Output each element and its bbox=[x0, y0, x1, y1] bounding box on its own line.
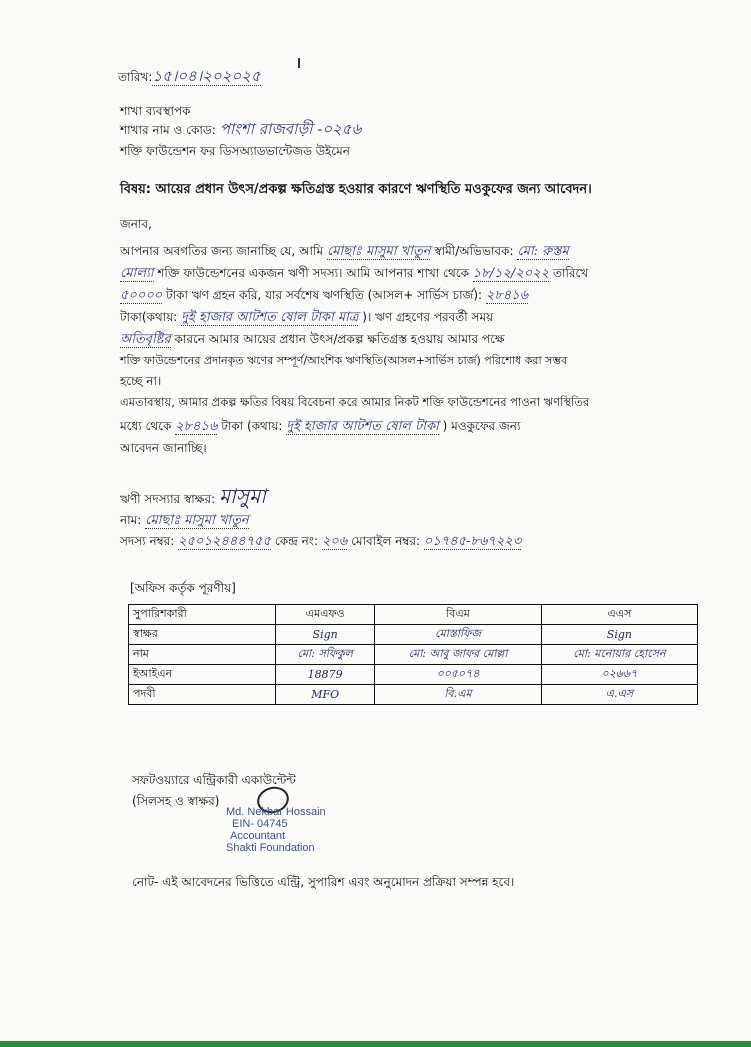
member-numbers-line bbox=[120, 533, 521, 550]
mobile-label: মোবাইল নম্বর: bbox=[351, 534, 421, 548]
para1-text: টাকা ঋণ গ্রহন করি, যার সর্বশেষ ঋণস্থিতি (আসল+ সার্ভিস চার্জ): bbox=[166, 288, 483, 302]
organization-line: শক্তি ফাউন্ডেশন ফর ডিসঅ্যাডভান্টেজড উইমেন bbox=[120, 144, 350, 158]
row-label: ইআইএন bbox=[129, 665, 276, 685]
para1-text: )। ঋণ গ্রহণের পরবর্তী সময় bbox=[362, 310, 494, 324]
table-header: এএস bbox=[541, 605, 697, 625]
para2-text: টাকা (কথায়: bbox=[221, 419, 283, 433]
member-name-label: নাম: bbox=[120, 513, 142, 527]
member-signature: মাসুমা bbox=[218, 484, 266, 508]
note-line: নোট- এই আবেদনের ভিত্তিতে এন্ট্রি, সুপারিশ এবং অনুমোদন প্রক্রিয়া সম্পন্ন হবে। bbox=[132, 875, 515, 889]
table-cell: Sign bbox=[606, 628, 632, 641]
para1-text: শক্তি ফাউন্ডেশনের একজন ঋণী সদস্য। আমি আপনার শাখা থেকে bbox=[157, 266, 469, 280]
waive-in-words: দুই হাজার আটশত ষোল টাকা bbox=[286, 419, 439, 434]
row-label: স্বাক্ষর bbox=[129, 625, 276, 645]
guardian-name: মো: রুস্তম bbox=[517, 244, 569, 259]
mobile-number: ০১৭৪৫-৮৬৭২২৩ bbox=[423, 534, 522, 549]
office-caption: [অফিস কর্তৃক পূরণীয়] bbox=[130, 581, 236, 595]
para1-text: তারিখে bbox=[552, 266, 589, 280]
para1-text: স্বামী/অভিভাবক: bbox=[434, 244, 514, 258]
para1-line7: হচ্ছে না। bbox=[120, 374, 162, 388]
para1-line5 bbox=[120, 331, 505, 348]
center-label: কেন্দ্র নং: bbox=[274, 534, 319, 548]
guardian-name-cont: মোল্যা bbox=[120, 266, 154, 281]
subject-line: বিষয়: আয়ের প্রধান উৎস/প্রকল্প ক্ষতিগ্রস্ত হওয়ার কারণে ঋণস্থিতি মওকুফের জন্য আবেদন। bbox=[120, 182, 592, 197]
table-cell: মো: সফিকুল bbox=[297, 647, 353, 660]
member-number: ২৫০১২৪৪৪৭৫৫ bbox=[178, 534, 272, 549]
para2-text: মধ্যে থেকে bbox=[120, 419, 172, 433]
stamp-title: Accountant bbox=[230, 830, 286, 842]
para1-text: আপনার অবগতির জন্য জানাচ্ছি যে, আমি bbox=[120, 244, 324, 258]
accountant-stamp bbox=[226, 806, 326, 854]
date-line bbox=[118, 68, 261, 85]
table-cell: ০২৬৬৭ bbox=[601, 667, 638, 680]
table-header: এমএফও bbox=[276, 605, 375, 625]
member-name: মোছাঃ মাসুমা খাতুন bbox=[145, 513, 249, 528]
row-label: পদবী bbox=[129, 685, 276, 705]
waive-amount: ২৮৪১৬ bbox=[175, 419, 218, 434]
date-label: তারিখ: bbox=[118, 70, 153, 84]
table-header-row bbox=[129, 605, 698, 625]
stamp-org: Shakti Foundation bbox=[226, 842, 315, 854]
member-no-label: সদস্য নম্বর: bbox=[120, 534, 175, 548]
member-signature-line bbox=[120, 484, 266, 508]
accountant-sign-label: (সিলসহ ও স্বাক্ষর) bbox=[132, 794, 220, 808]
pen-mark bbox=[298, 58, 300, 68]
accountant-title: সফটওয়্যারে এন্ট্রিকারী একাউন্টেন্ট bbox=[132, 773, 296, 787]
member-signature-label: ঋণী সদস্যার স্বাক্ষর: bbox=[120, 492, 216, 506]
table-cell: 18879 bbox=[307, 668, 343, 681]
para1-line1 bbox=[120, 243, 569, 260]
row-label: নাম bbox=[129, 645, 276, 665]
table-header: সুপারিশকারী bbox=[129, 605, 276, 625]
para2-line2 bbox=[120, 418, 520, 435]
addressee-title: শাখা ব্যবস্থাপক bbox=[120, 104, 191, 118]
table-cell: মো: আবু জাফর মোল্লা bbox=[408, 647, 508, 660]
table-row bbox=[129, 625, 698, 645]
para1-text: টাকা(কথায়: bbox=[120, 310, 178, 324]
table-cell: বি.এম bbox=[444, 687, 472, 700]
table-cell: MFO bbox=[311, 688, 340, 701]
damage-reason: অতিবৃষ্টির bbox=[120, 332, 171, 347]
loan-amount: ৫০০০০ bbox=[120, 288, 163, 303]
branch-label: শাখার নাম ও কোড: bbox=[120, 123, 216, 137]
page-edge bbox=[0, 1041, 751, 1047]
stamp-name: Md. Nekbar Hossain bbox=[226, 806, 326, 818]
stamp-ein: EIN- 04745 bbox=[232, 818, 288, 830]
para2-text: ) মওকুফের জন্য bbox=[442, 419, 521, 433]
branch-value: পাংশা রাজবাড়ী -০২৫৬ bbox=[219, 120, 362, 138]
balance-in-words: দুই হাজার আটশত ষোল টাকা মাত্র bbox=[181, 310, 359, 325]
center-number: ২০৬ bbox=[321, 534, 348, 549]
loan-date: ১৮/১২/২০২২ bbox=[472, 266, 550, 281]
para2-line1: এমতাবস্থায়, আমার প্রকল্প ক্ষতির বিষয় বিবেচনা করে আমার নিকট শক্তি ফাউন্ডেশনের পাওনা ঋণস্থিতির bbox=[120, 395, 590, 409]
table-row bbox=[129, 685, 698, 705]
branch-line bbox=[120, 121, 361, 138]
para1-line3 bbox=[120, 287, 528, 304]
table-cell: এ.এস bbox=[605, 687, 634, 700]
table-cell: মো: মনোয়ার হোসেন bbox=[573, 647, 666, 660]
para1-text: কারনে আমার আয়ের প্রধান উৎস/প্রকল্প ক্ষতিগ্রস্ত হওয়ায় আমার পক্ষে bbox=[174, 332, 505, 346]
table-cell: মোস্তাফিজ bbox=[435, 627, 481, 640]
loan-balance: ২৮৪১৬ bbox=[485, 288, 529, 303]
table-cell: ০০৫০৭৪ bbox=[436, 667, 480, 680]
office-table bbox=[128, 604, 698, 705]
para2-line3: আবেদন জানাচ্ছি। bbox=[120, 441, 207, 455]
member-name-line bbox=[120, 512, 249, 529]
table-header: বিএম bbox=[375, 605, 541, 625]
para1-line6: শক্তি ফাউন্ডেশনের প্রদানকৃত ঋণের সম্পূর্ণ/আংশিক ঋণস্থিতি(আসল+সার্ভিস চার্জ) পরিশোধ করা সম্ভব bbox=[120, 354, 568, 367]
member-name-inline: মোছাঃ মাসুমা খাতুন bbox=[326, 244, 431, 259]
date-value: ১৫।০৪।২০২০২৫ bbox=[152, 67, 261, 85]
table-cell: Sign bbox=[312, 628, 338, 641]
salutation: জনাব, bbox=[120, 217, 152, 231]
table-row bbox=[129, 665, 698, 685]
table-row bbox=[129, 645, 698, 665]
para1-line4 bbox=[120, 309, 493, 326]
para1-line2 bbox=[120, 265, 588, 282]
